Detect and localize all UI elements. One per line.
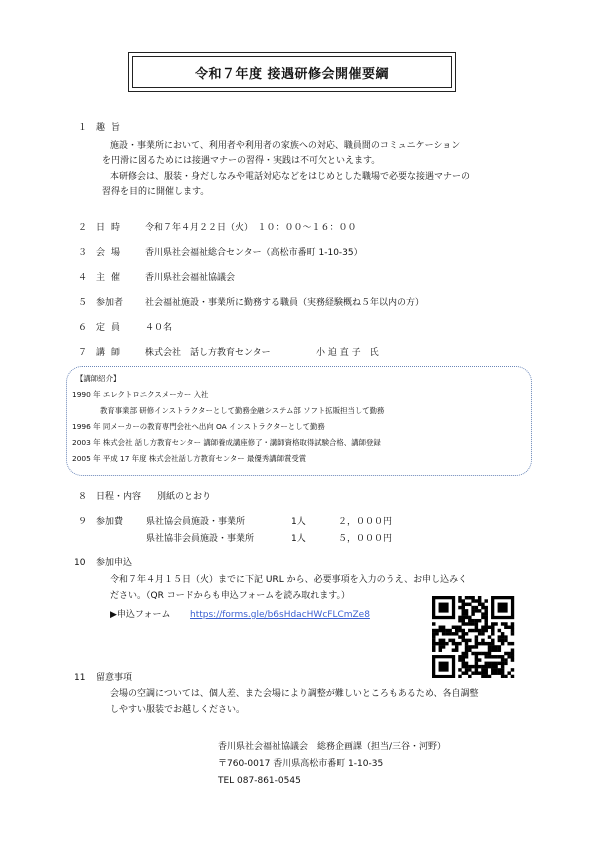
purpose-p2-line2: 習得を目的に開催します。 <box>102 187 210 197</box>
document-title: 令和７年度 接遇研修会開催要綱 <box>194 66 390 82</box>
section-3-label: 会場 <box>96 248 127 258</box>
event-organizer: 香川県社会福祉協議会 <box>145 273 236 283</box>
title-box <box>128 52 456 92</box>
application-line-2: ださい。（QR コードからも申込フォームを読み取れます。） <box>110 591 351 601</box>
event-datetime: 令和７年４月２２日（火） １０：００～１６：００ <box>145 223 357 233</box>
application-form-label: ▶申込フォーム <box>110 610 171 620</box>
fee-nonmember-count: 1人 <box>291 534 306 544</box>
fee-member-count: 1人 <box>291 517 306 527</box>
section-9-label: 参加費 <box>96 517 124 527</box>
section-8-number: ８ <box>78 492 88 502</box>
section-8-label: 日程・内容 <box>96 492 142 502</box>
section-7-number: ７ <box>78 348 88 358</box>
qr-code-image <box>430 596 516 678</box>
contact-tel: TEL 087-861-0545 <box>218 776 301 786</box>
section-5-number: ５ <box>78 298 88 308</box>
section-10-label: 参加申込 <box>96 558 133 568</box>
fee-member-name: 県社協会員施設・事業所 <box>146 517 246 527</box>
notes-line-1: 会場の空調については、個人差、また会場により調整が難しいところもあるため、各自調整 <box>110 689 479 699</box>
profile-line-2: 教育事業部 研修インストラクターとして勤務金融システム部 ソフト拡販担当して勤務 <box>100 406 385 415</box>
fee-nonmember-name: 県社協非会員施設・事業所 <box>146 534 255 544</box>
section-1-label: 趣旨 <box>96 123 127 133</box>
section-9-number: ９ <box>78 517 88 527</box>
lecturer-name: 小 迫 直 子 氏 <box>316 348 379 358</box>
schedule-value: 別紙のとおり <box>157 492 212 502</box>
fee-member-amount: ２，０００円 <box>338 517 393 527</box>
event-venue: 香川県社会福祉総合センター（高松市番町 1-10-35） <box>145 248 363 258</box>
event-capacity: ４０名 <box>145 323 173 333</box>
section-7-label: 講師 <box>96 348 127 358</box>
section-2-number: ２ <box>78 223 88 233</box>
application-line-1: 令和７年４月１５日（火）までに下記 URL から、必要事項を入力のうえ、お申し込みく <box>110 575 468 585</box>
lecturer-company: 株式会社 話し方教育センター <box>145 348 271 358</box>
title-inner-frame <box>132 56 452 88</box>
section-1-number: １ <box>78 123 88 133</box>
contact-address: 〒760-0017 香川県高松市番町 1-10-35 <box>218 759 384 769</box>
section-5-label: 参加者 <box>96 298 124 308</box>
section-2-label: 日時 <box>96 223 127 233</box>
section-4-label: 主催 <box>96 273 127 283</box>
lecturer-profile-box <box>66 366 532 476</box>
profile-line-4: 2003 年 株式会社 話し方教育センター 講師養成講座修了・講師資格取得試験合格、講師登録 <box>72 438 381 447</box>
section-3-number: ３ <box>78 248 88 258</box>
event-participants: 社会福祉施設・事業所に勤務する職員（実務経験概ね５年以内の方） <box>145 298 425 308</box>
purpose-p1-line1: 施設・事業所において、利用者や利用者の家族への対応、職員間のコミュニケーション <box>110 141 461 151</box>
section-11-label: 留意事項 <box>96 673 133 683</box>
application-form-link[interactable]: https://forms.gle/b6sHdacHWcFLCmZe8 <box>190 610 370 620</box>
profile-line-5: 2005 年 平成 17 年度 株式会社話し方教育センター 最優秀講師賞受賞 <box>72 454 307 463</box>
qr-code <box>430 596 516 678</box>
profile-heading: 【講師紹介】 <box>76 374 121 383</box>
profile-line-3: 1996 年 同メーカーの教育専門会社へ出向 OA インストラクターとして勤務 <box>72 422 325 431</box>
fee-nonmember-amount: ５，０００円 <box>338 534 393 544</box>
section-4-number: ４ <box>78 273 88 283</box>
section-6-label: 定員 <box>96 323 127 333</box>
purpose-p1-line2: を円滑に図るためには接遇マナーの習得・実践は不可欠といえます。 <box>102 156 381 166</box>
purpose-p2-line1: 本研修会は、服装・身だしなみや電話対応などをはじめとした職場で必要な接遇マナーの <box>110 172 471 182</box>
section-6-number: ６ <box>78 323 88 333</box>
section-11-number: 11 <box>74 673 86 683</box>
section-10-number: 10 <box>74 558 86 568</box>
contact-organization: 香川県社会福祉協議会 総務企画課（担当/三谷・河野） <box>218 742 447 752</box>
notes-line-2: しやすい服装でお越しください。 <box>110 705 246 715</box>
profile-line-1: 1990 年 エレクトロニクスメーカー 入社 <box>72 390 209 399</box>
